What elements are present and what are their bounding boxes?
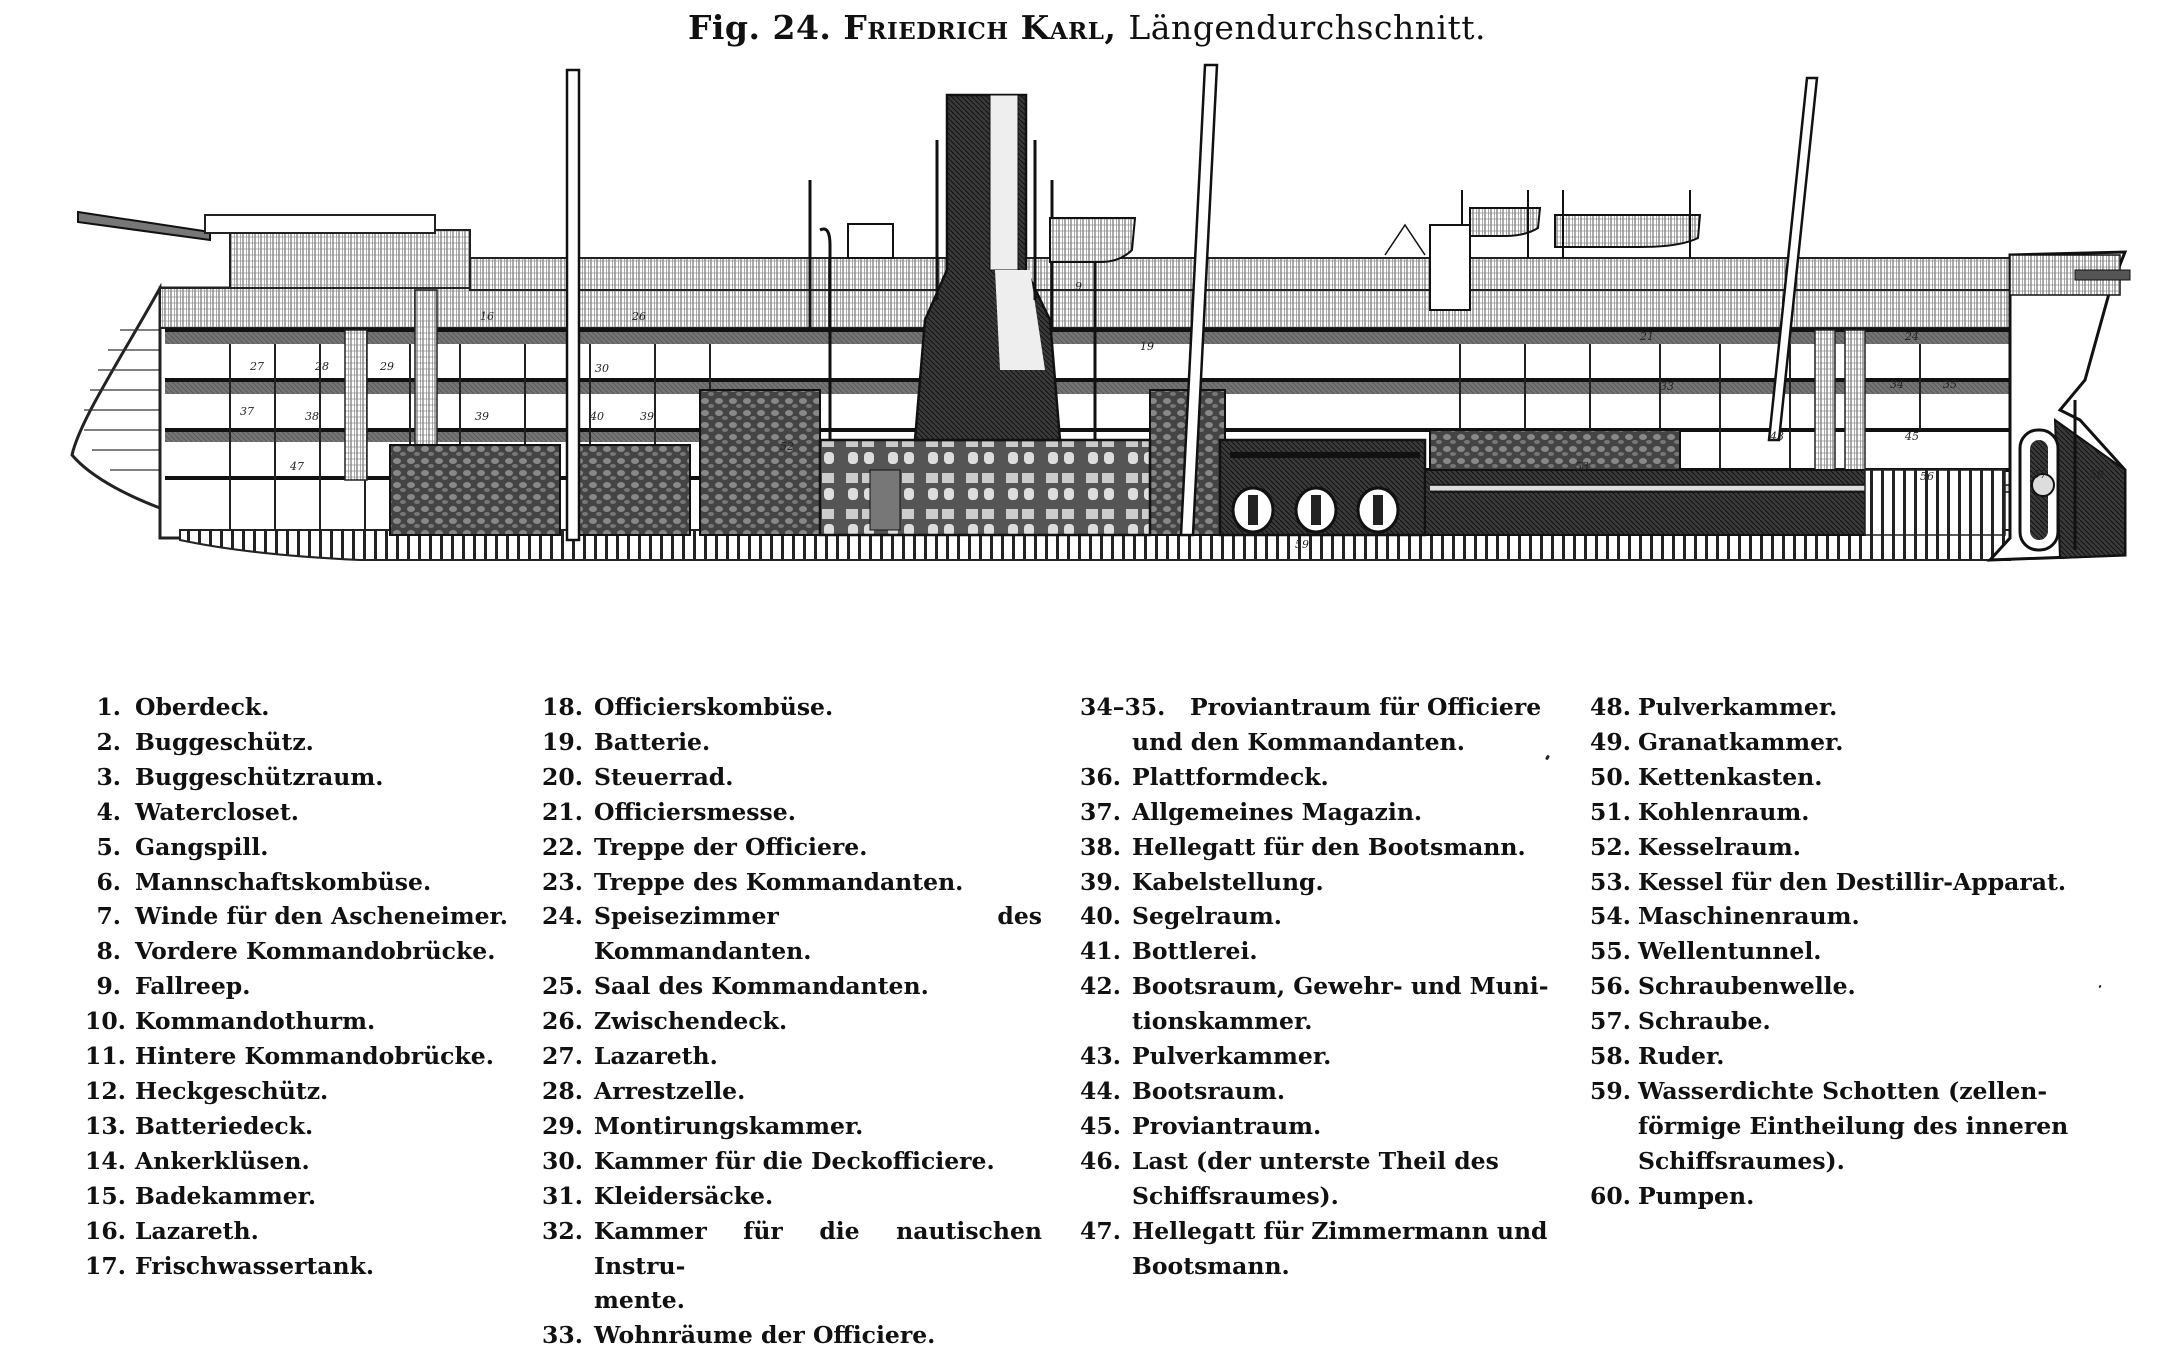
legend-item: [1080, 865, 1580, 900]
svg-text:58: 58: [2090, 468, 2104, 481]
svg-text:26: 26: [632, 310, 646, 323]
legend-label: Mannschaftskombüse.: [135, 867, 432, 896]
svg-text:34: 34: [1890, 378, 1904, 391]
legend-item: [1080, 1074, 1580, 1109]
legend-item: [1080, 1214, 1580, 1284]
legend-label: Kommandothurm.: [135, 1007, 376, 1036]
powder-magazine: [390, 445, 560, 535]
legend-number: 36.: [1080, 762, 1121, 791]
legend-item: [542, 899, 1042, 969]
legend-number: 43.: [1080, 1042, 1121, 1071]
legend-item: [1590, 760, 2112, 795]
legend-label: Wellentunnel.: [1638, 937, 1822, 966]
legend-number: 18.: [542, 693, 583, 721]
legend-label: Wasserdichte Schotten (zellen-: [1638, 1076, 2048, 1105]
coal-bunker-fwd: [700, 390, 820, 535]
legend-number: 16.: [85, 1216, 126, 1245]
legend-item: [85, 865, 525, 900]
legend-number: 17.: [85, 1251, 126, 1280]
legend-label: Schraubenwelle.: [1638, 972, 1856, 1001]
legend-label: Pulverkammer.: [1132, 1042, 1332, 1071]
legend-number: 46.: [1080, 1146, 1121, 1175]
lifeboat-mid: [1050, 218, 1135, 262]
legend-number: 31.: [542, 1181, 583, 1210]
legend-item: [1080, 830, 1580, 865]
legend-number: 60.: [1590, 1181, 1631, 1210]
legend-label: Treppe des Kommandanten.: [594, 867, 964, 896]
legend-label: Bootsraum.: [1132, 1076, 1286, 1105]
legend-number: 37.: [1080, 797, 1121, 826]
svg-text:38: 38: [305, 410, 319, 423]
shell-room: [575, 445, 690, 535]
legend-item: [1080, 690, 1580, 760]
svg-text:9: 9: [1075, 280, 1082, 293]
legend-label-continuation: und den Kommandanten.: [1132, 727, 1465, 756]
legend-item: [1590, 865, 2112, 900]
legend-number: 33.: [542, 1321, 583, 1350]
svg-text:16: 16: [480, 310, 494, 323]
legend-label: Steuerrad.: [594, 762, 734, 791]
legend-item: [85, 690, 525, 725]
legend-number: 13.: [85, 1111, 126, 1140]
legend-label: Montirungskammer.: [594, 1111, 864, 1140]
legend-number: 40.: [1080, 902, 1121, 931]
svg-text:56: 56: [1920, 470, 1934, 483]
legend-item: [1080, 899, 1580, 934]
legend-label: Maschinenraum.: [1638, 902, 1860, 931]
legend-label-continuation: Bootsmann.: [1132, 1251, 1290, 1280]
legend-number: 45.: [1080, 1111, 1121, 1140]
svg-text:57: 57: [2033, 468, 2047, 481]
legend-item: [1080, 1109, 1580, 1144]
legend-number: 50.: [1590, 762, 1631, 791]
legend-column-3: [1080, 690, 1580, 1283]
legend-label: Schraube.: [1638, 1007, 1771, 1036]
legend-number: 54.: [1590, 902, 1631, 931]
svg-text:35: 35: [1943, 378, 1957, 391]
legend-label: Hellegatt für den Bootsmann.: [1132, 832, 1526, 861]
legend-item: [1590, 795, 2112, 830]
legend-label: Hintere Kommandobrücke.: [135, 1042, 494, 1071]
legend-item: [85, 969, 525, 1004]
legend-number: 12.: [85, 1076, 126, 1105]
legend-number: 38.: [1080, 832, 1121, 861]
legend-label-continuation: mente.: [594, 1286, 685, 1315]
svg-text:30: 30: [595, 362, 609, 375]
lifeboat-aft-1: [1470, 208, 1540, 236]
legend-item: [85, 1074, 525, 1109]
legend-item: [1080, 795, 1580, 830]
svg-text:37: 37: [240, 405, 254, 418]
legend-item: [1080, 934, 1580, 969]
legend-item: [1080, 1144, 1580, 1214]
legend-number: 48.: [1590, 693, 1631, 721]
legend-item: [542, 1004, 1042, 1039]
legend-label: Badekammer.: [135, 1181, 317, 1210]
legend-label: Kleidersäcke.: [594, 1181, 774, 1210]
legend-number: 42.: [1080, 972, 1121, 1001]
legend-number: 27.: [542, 1042, 583, 1071]
svg-text:47: 47: [290, 460, 304, 473]
legend-label-continuation: Schiffsraumes).: [1132, 1181, 1339, 1210]
legend-item: [85, 1109, 525, 1144]
svg-text:59: 59: [1295, 538, 1309, 551]
legend-item: [85, 760, 525, 795]
legend-item: [85, 1249, 525, 1284]
legend-item: [542, 1318, 1042, 1353]
legend-label: Kammer für die nautischen Instru-: [594, 1216, 1042, 1280]
legend-number: 32.: [542, 1216, 583, 1245]
legend-number: 15.: [85, 1181, 126, 1210]
foremast: [567, 70, 579, 540]
legend-label: Wohnräume der Officiere.: [594, 1321, 936, 1350]
legend-label: Batteriedeck.: [135, 1111, 314, 1140]
legend-number: 49.: [1590, 727, 1631, 756]
legend-label: Granatkammer.: [1638, 727, 1844, 756]
legend-label: Proviantraum für Officiere: [1190, 693, 1542, 721]
legend-number: 11.: [85, 1042, 126, 1071]
legend-column-1: [85, 690, 525, 1283]
legend-label: Vordere Kommandobrücke.: [135, 937, 496, 966]
legend-label: Ankerklüsen.: [135, 1146, 310, 1175]
legend-item: [85, 934, 525, 969]
legend-number: 30.: [542, 1146, 583, 1175]
aft-stores: [1430, 430, 1680, 475]
legend-label: Pulverkammer.: [1638, 693, 1838, 721]
legend-item: [85, 899, 525, 934]
legend-label: Speisezimmer des Kommandanten.: [594, 902, 1042, 966]
legend-item: [542, 1074, 1042, 1109]
legend-number: 2.: [96, 727, 121, 756]
svg-text:29: 29: [380, 360, 394, 373]
legend-label: Frischwassertank.: [135, 1251, 375, 1280]
legend-number: 57.: [1590, 1007, 1631, 1036]
legend-item: [85, 830, 525, 865]
legend-item: [542, 690, 1042, 725]
legend-number: 52.: [1590, 832, 1631, 861]
legend-number: 58.: [1590, 1042, 1631, 1071]
legend-label: Buggeschütz.: [135, 727, 314, 756]
legend-label: Officierskombüse.: [594, 693, 834, 721]
legend-item: [1590, 1179, 2112, 1214]
legend-number: 3.: [96, 762, 121, 791]
legend-label-continuation: Schiffsraumes).: [1638, 1146, 1845, 1175]
legend-item: [542, 1214, 1042, 1319]
legend-item: [1590, 1039, 2112, 1074]
legend-label: Kessel für den Destillir-Apparat.: [1638, 867, 2067, 896]
legend-label: Bootsraum, Gewehr- und Muni-: [1132, 972, 1549, 1001]
legend-item: [1080, 1039, 1580, 1074]
legend-label: Hellegatt für Zimmermann und: [1132, 1216, 1548, 1245]
svg-text:43: 43: [1770, 430, 1784, 443]
legend-label: Kesselraum.: [1638, 832, 1801, 861]
legend-label: Saal des Kommandanten.: [594, 972, 929, 1001]
legend-number: 20.: [542, 762, 583, 791]
svg-text:40: 40: [590, 410, 604, 423]
legend-number: 19.: [542, 727, 583, 756]
legend-number: 53.: [1590, 867, 1631, 896]
legend-number: 4.: [96, 797, 121, 826]
legend-number: 22.: [542, 832, 583, 861]
legend-column-2: [542, 690, 1042, 1353]
svg-text:45: 45: [1905, 430, 1919, 443]
svg-text:39: 39: [640, 410, 654, 423]
legend-number: 9.: [96, 972, 121, 1001]
legend-number: 51.: [1590, 797, 1631, 826]
legend-label: Buggeschützraum.: [135, 762, 384, 791]
legend-label: Last (der unterste Theil des: [1132, 1146, 1499, 1175]
legend-item: [1590, 1074, 2112, 1179]
legend-label: Segelraum.: [1132, 902, 1282, 931]
legend-number: 25.: [542, 972, 583, 1001]
legend-label: Watercloset.: [135, 797, 299, 826]
ship-section-drawing: [0, 60, 2174, 580]
legend-label-continuation: förmige Eintheilung des inneren: [1638, 1111, 2069, 1140]
svg-text:33: 33: [1660, 380, 1674, 393]
legend-label: Arrestzelle.: [594, 1076, 746, 1105]
bow-gun: [78, 212, 210, 240]
legend-label: Pumpen.: [1638, 1181, 1755, 1210]
legend-label: Oberdeck.: [135, 693, 270, 721]
legend-label: Winde für den Ascheneimer.: [135, 902, 508, 931]
figure-subtitle: Längendurchschnitt.: [1128, 8, 1487, 47]
legend-label: Proviantraum.: [1132, 1111, 1322, 1140]
legend-number: 24.: [542, 902, 583, 931]
legend-label: Zwischendeck.: [594, 1007, 788, 1036]
legend-item: [542, 969, 1042, 1004]
command-tower: [1430, 225, 1470, 310]
legend-number: 59.: [1590, 1076, 1631, 1105]
legend-item: [542, 760, 1042, 795]
legend-number: 56.: [1590, 972, 1631, 1001]
svg-text:39: 39: [475, 410, 489, 423]
legend-item: [542, 1039, 1042, 1074]
legend-item: [1590, 830, 2112, 865]
legend-column-4: [1590, 690, 2112, 1214]
legend-number: 14.: [85, 1146, 126, 1175]
stern-gun: [2075, 270, 2130, 280]
shaft-tunnel: [1425, 470, 1865, 535]
legend-label: Kabelstellung.: [1132, 867, 1324, 896]
legend-number: 29.: [542, 1111, 583, 1140]
legend-number: 8.: [96, 937, 121, 966]
legend-item: [542, 1144, 1042, 1179]
legend-item: [1590, 899, 2112, 934]
legend-number: 21.: [542, 797, 583, 826]
legend-label: Ruder.: [1638, 1042, 1725, 1071]
figure-number: Fig. 24.: [687, 8, 832, 47]
legend-label: Fallreep.: [135, 972, 251, 1001]
legend-label: Allgemeines Magazin.: [1132, 797, 1423, 826]
legend-item: [542, 830, 1042, 865]
svg-text:21: 21: [1640, 330, 1654, 343]
legend-label: Treppe der Officiere.: [594, 832, 868, 861]
legend-item: [542, 1179, 1042, 1214]
legend-item: [1590, 725, 2112, 760]
legend-label: Lazareth.: [594, 1042, 718, 1071]
legend-item: [1590, 690, 2112, 725]
legend-label: Kammer für die Deckofficiere.: [594, 1146, 995, 1175]
legend-label: Kettenkasten.: [1638, 762, 1823, 791]
legend-item: [1080, 760, 1580, 795]
legend-number: 10.: [85, 1007, 126, 1036]
legend-label: Plattformdeck.: [1132, 762, 1329, 791]
legend-item: [85, 795, 525, 830]
legend-number: 6.: [96, 867, 121, 896]
legend-item: [542, 865, 1042, 900]
legend-item: [542, 1109, 1042, 1144]
svg-text:53: 53: [1575, 460, 1589, 473]
legend-item: [1590, 934, 2112, 969]
legend-label: Officiersmesse.: [594, 797, 796, 826]
legend-item: [85, 725, 525, 760]
legend-item: [85, 1144, 525, 1179]
legend-item: [542, 795, 1042, 830]
legend-number: 7.: [96, 902, 121, 931]
legend-item: [542, 725, 1042, 760]
svg-text:19: 19: [1140, 340, 1154, 353]
legend-number: 55.: [1590, 937, 1631, 966]
legend-number: 5.: [96, 832, 121, 861]
legend-item: [1080, 969, 1580, 1039]
legend-label: Lazareth.: [135, 1216, 259, 1245]
legend-number: 26.: [542, 1007, 583, 1036]
legend-item: [85, 1004, 525, 1039]
legend-number: 39.: [1080, 867, 1121, 896]
legend-label: Bottlerei.: [1132, 937, 1258, 966]
figure-title: [0, 8, 2174, 47]
lifeboat-aft-2: [1555, 215, 1700, 247]
legend-number: 34–35.: [1080, 693, 1166, 721]
svg-text:27: 27: [250, 360, 264, 373]
legend-item: [85, 1214, 525, 1249]
legend-label: Gangspill.: [135, 832, 269, 861]
ship-name: Friedrich Karl,: [843, 8, 1117, 47]
legend-number: 1.: [96, 693, 121, 721]
legend-number: 23.: [542, 867, 583, 896]
legend-item: [1590, 1004, 2112, 1039]
legend-label: Heckgeschütz.: [135, 1076, 329, 1105]
legend-label: Batterie.: [594, 727, 711, 756]
legend-label: Kohlenraum.: [1638, 797, 1810, 826]
legend-number: 47.: [1080, 1216, 1121, 1245]
svg-text:52: 52: [780, 440, 794, 453]
legend-number: 44.: [1080, 1076, 1121, 1105]
legend-item: [1590, 969, 2112, 1004]
legend-label-continuation: tionskammer.: [1132, 1007, 1313, 1036]
svg-text:24: 24: [1905, 330, 1919, 343]
legend-number: 41.: [1080, 937, 1121, 966]
legend-item: [85, 1039, 525, 1074]
svg-text:28: 28: [315, 360, 329, 373]
legend-number: 28.: [542, 1076, 583, 1105]
legend-item: [85, 1179, 525, 1214]
